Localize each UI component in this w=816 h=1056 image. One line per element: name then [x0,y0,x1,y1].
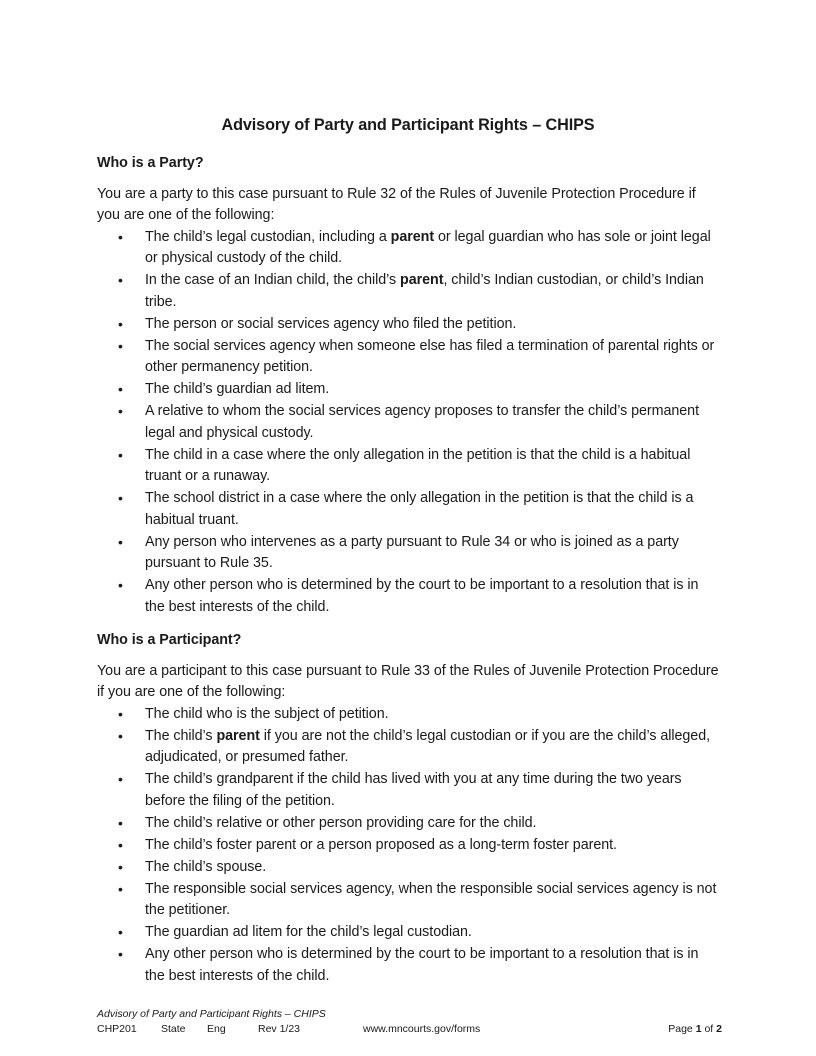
participant-heading: Who is a Participant? [97,632,242,648]
footer-scope: State [161,1023,186,1035]
list-item [97,835,722,857]
list-item [97,726,722,769]
list-item [97,314,722,336]
footer-page-number [668,1022,722,1037]
list-item-text: The child in a case where the only allegation in the petition is that the child is a habitual truant or a runaway. [145,446,691,484]
list-item-text: The social services agency when someone else has filed a termination of parental rights or other permanency petition. [145,337,715,375]
party-heading: Who is a Party? [97,155,204,171]
list-item-text-cont: or legal guardian who has sole or joint legal or physical custody of the child. [145,228,711,266]
bullet-icon: • [118,446,123,463]
list-item-text: The child’s guardian ad litem. [145,381,330,397]
bullet-icon: • [118,880,123,897]
party-list [97,227,722,619]
list-item-text: The child’s relative or other person providing care for the child. [145,814,537,831]
list-item [97,575,722,618]
bullet-icon: • [118,705,123,722]
list-item-text: The school district in a case where the only allegation in the petition is that the child is a habitual truant. [145,490,694,528]
list-item [97,379,722,401]
footer-meta-row [97,1022,722,1037]
list-item-text: The child’s foster parent or a person proposed as a long-term foster parent. [145,836,617,853]
footer-website-link[interactable]: www.mncourts.gov/forms [363,1023,481,1035]
list-item-text: The responsible social services agency, when the responsible social services agency is not the petitioner. [145,880,717,918]
list-item-emphasis: parent [400,272,444,288]
footer-language: Eng [207,1023,226,1035]
bullet-icon: • [118,403,123,419]
list-item-text-cont: if you are not the child’s legal custodian or if you are the child’s alleged, adjudicated, or presumed father. [145,727,711,765]
page-label: Page [668,1023,693,1035]
list-item [97,922,722,944]
list-item-text-cont: , child’s Indian custodian, or child’s Indian tribe. [145,272,704,310]
footer-revision: Rev 1/23 [258,1023,301,1035]
list-item-text: The child’s spouse. [145,858,267,875]
list-item [97,813,722,835]
list-item-text: Any person who intervenes as a party pursuant to Rule 34 or who is joined as a party pursuant to Rule 35. [145,533,679,571]
list-item-text: The child who is the subject of petition. [145,705,389,722]
page-total: 2 [716,1023,722,1035]
party-intro: You are a party to this case pursuant to Rule 32 of the Rules of Juvenile Protection Procedure if you are one of the following: [97,185,696,223]
list-item-emphasis: parent [216,727,260,744]
list-item [97,944,722,987]
bullet-icon: • [118,577,123,593]
bullet-icon: • [118,727,123,744]
document-body [97,153,722,991]
participant-intro: You are a participant to this case pursuant to Rule 33 of the Rules of Juvenile Protection Procedure if you are one of the following: [97,662,719,700]
page-footer [97,1007,722,1037]
list-item-text: The guardian ad litem for the child’s legal custodian. [145,924,472,940]
list-item-text: The child’s [145,727,217,744]
list-item-text: Any other person who is determined by the court to be important to a resolution that is in the best interests of the child. [145,946,699,984]
bullet-icon: • [118,490,123,506]
list-item [97,769,722,812]
list-item [97,227,722,270]
list-item [97,401,722,444]
list-item-emphasis: parent [390,228,435,245]
list-item-text: The child’s grandparent if the child has lived with you at any time during the two years before the filing of the petition. [145,771,682,809]
bullet-icon: • [118,533,123,550]
list-item-text: A relative to whom the social services agency proposes to transfer the child’s permanent legal and physical custody. [145,403,699,441]
list-item [97,336,722,379]
bullet-icon: • [118,228,123,245]
bullet-icon: • [118,814,123,831]
bullet-icon: • [118,771,123,787]
list-item-text: The person or social services agency who filed the petition. [145,315,517,332]
list-item-text: In the case of an Indian child, the child’s [145,272,401,288]
bullet-icon: • [118,924,123,940]
page-current: 1 [695,1023,702,1035]
party-section [97,153,722,618]
footer-form-title: Advisory of Party and Participant Rights – CHIPS [97,1008,326,1020]
participant-section [97,630,722,987]
list-item [97,270,722,313]
participant-list [97,704,722,988]
list-item [97,879,722,922]
bullet-icon: • [118,946,123,962]
bullet-icon: • [118,836,123,853]
list-item [97,704,722,726]
bullet-icon: • [118,858,123,875]
bullet-icon: • [118,315,123,332]
document-title: Advisory of Party and Participant Rights – CHIPS [221,116,595,134]
page-of: of [704,1023,714,1035]
list-item-text: Any other person who is determined by the court to be important to a resolution that is in the best interests of the child. [145,577,699,615]
bullet-icon: • [118,381,123,397]
list-item [97,488,722,531]
list-item [97,857,722,879]
list-item [97,445,722,488]
footer-form-code: CHP201 [97,1023,137,1035]
list-item-text: The child’s legal custodian, including a [145,228,391,245]
list-item [97,532,722,575]
bullet-icon: • [118,272,123,288]
bullet-icon: • [118,337,123,354]
